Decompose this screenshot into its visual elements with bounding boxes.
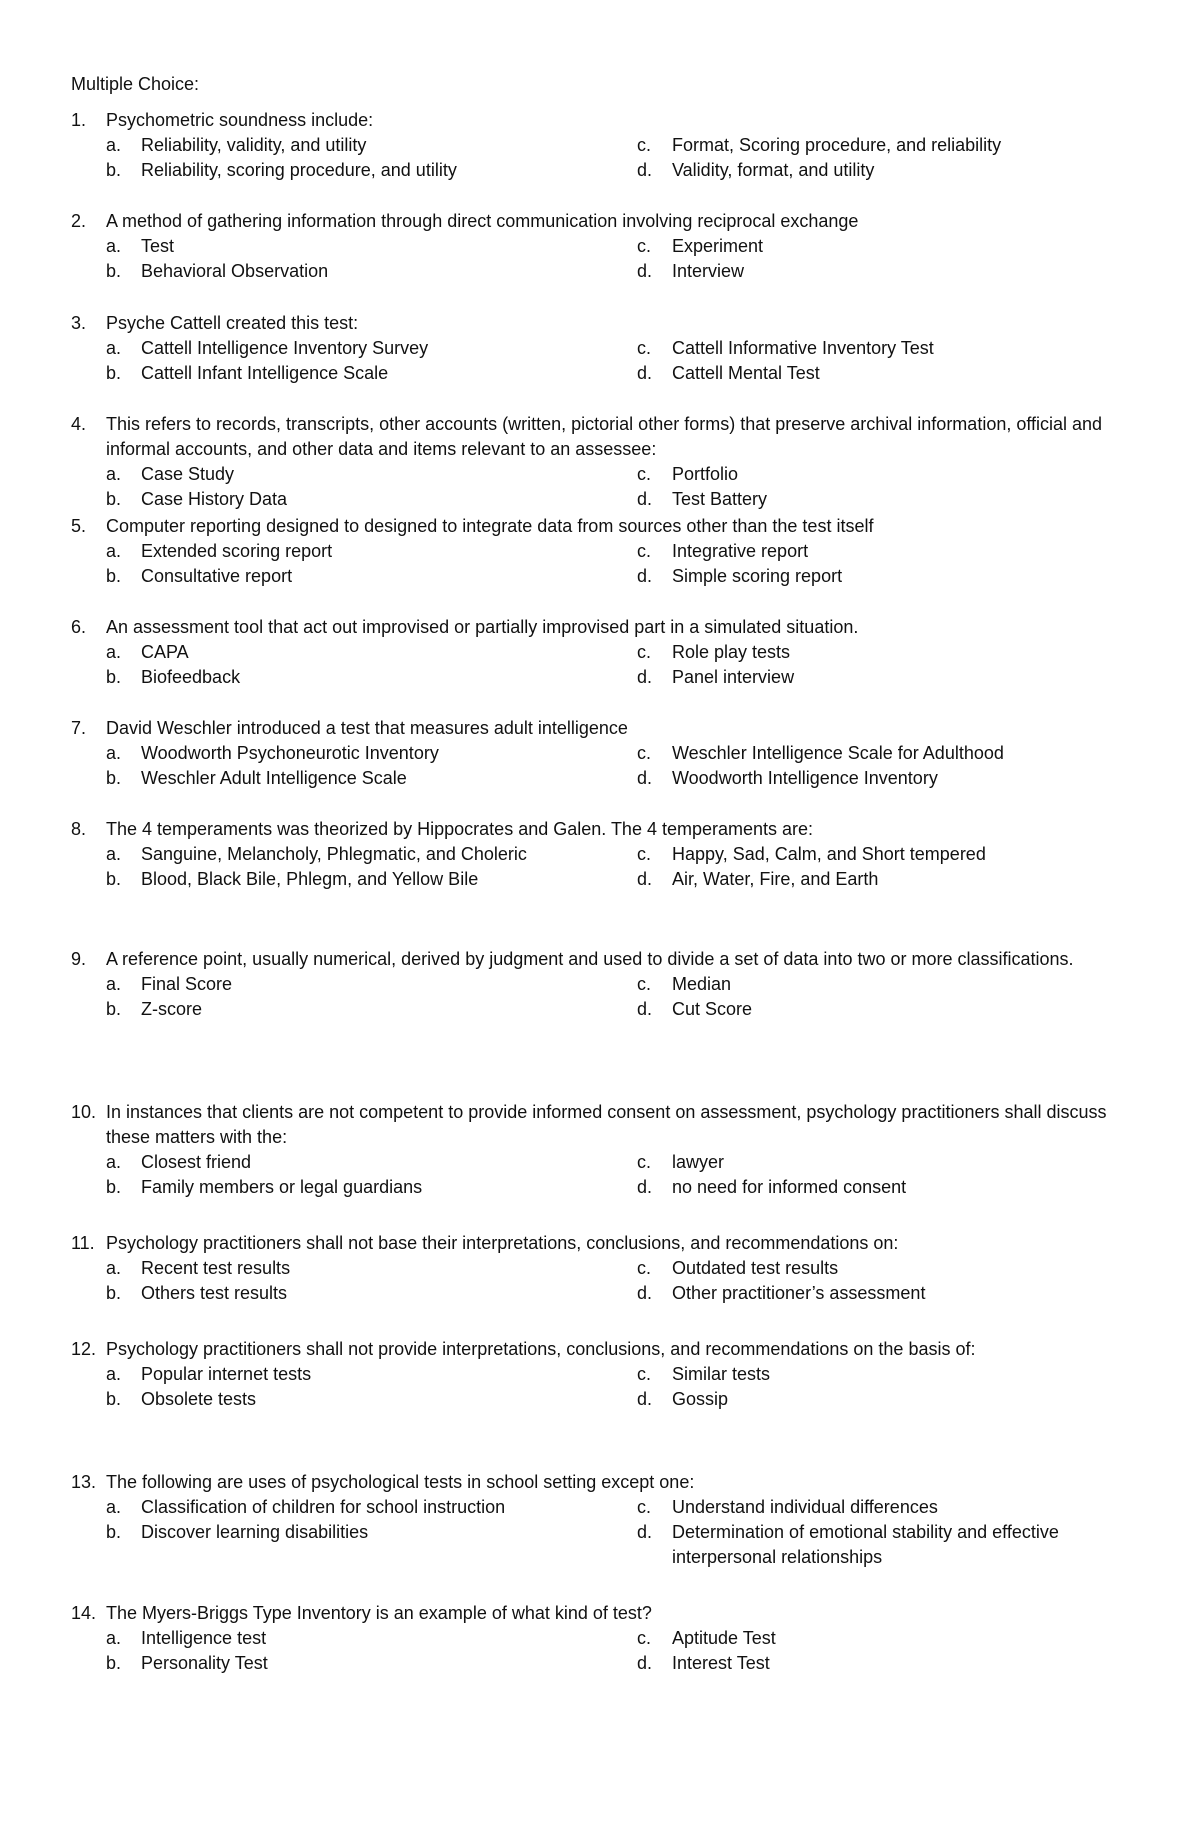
choice-a xyxy=(71,336,637,361)
choice-b xyxy=(71,1387,637,1412)
choice-a xyxy=(71,539,637,564)
choice-text: Intelligence test xyxy=(141,1628,267,1648)
question-text: This refers to records, transcripts, other accounts (written, pictorial other forms) that preserve archival information, official and informal accounts, and other data and items relevant to an assessee: xyxy=(106,414,1103,459)
choice-a xyxy=(71,1362,637,1387)
choice-a xyxy=(71,234,637,259)
choice-b xyxy=(71,766,637,791)
choice-text: Z-score xyxy=(141,999,203,1019)
choice-text: Personality Test xyxy=(141,1653,268,1673)
choice-d xyxy=(637,487,1131,512)
choice-b xyxy=(71,564,637,589)
choice-text: Simple scoring report xyxy=(672,566,843,586)
choice-text: Other practitioner’s assessment xyxy=(672,1283,926,1303)
question-text: An assessment tool that act out improvised or partially improvised part in a simulated situation. xyxy=(106,617,859,637)
question-text: A reference point, usually numerical, derived by judgment and used to divide a set of data into two or more classifications. xyxy=(106,949,1074,969)
choice-text: Format, Scoring procedure, and reliability xyxy=(672,135,1002,155)
question-number: 14. xyxy=(71,1603,97,1623)
question-stem xyxy=(71,615,1131,640)
question-number: 1. xyxy=(71,110,87,130)
choice-letter: a. xyxy=(106,135,122,155)
choice-letter: b. xyxy=(106,489,122,509)
question-item xyxy=(71,947,1131,1022)
question-stem xyxy=(71,1231,1131,1256)
choice-a xyxy=(71,1150,637,1175)
choice-letter: a. xyxy=(106,464,122,484)
question-number: 3. xyxy=(71,313,87,333)
question-stem xyxy=(71,1100,1131,1150)
question-stem xyxy=(71,108,1131,133)
question-stem xyxy=(71,311,1131,336)
choice-c xyxy=(637,234,1131,259)
choice-text: Recent test results xyxy=(141,1258,291,1278)
choice-d xyxy=(637,766,1131,791)
question-stem xyxy=(71,947,1131,972)
question-stem xyxy=(71,1337,1131,1362)
question-stem xyxy=(71,817,1131,842)
choice-text: Reliability, validity, and utility xyxy=(141,135,367,155)
choice-letter: b. xyxy=(106,869,122,889)
choice-text: Weschler Adult Intelligence Scale xyxy=(141,768,407,788)
choice-letter: c. xyxy=(637,541,652,561)
choice-letter: c. xyxy=(637,1152,652,1172)
choice-c xyxy=(637,741,1131,766)
question-item xyxy=(71,1601,1131,1676)
question-stem xyxy=(71,1470,1131,1495)
choice-b xyxy=(71,665,637,690)
choice-letter: c. xyxy=(637,135,652,155)
choice-letter: a. xyxy=(106,743,122,763)
choice-a xyxy=(71,1626,637,1651)
choice-b xyxy=(71,259,637,284)
question-number: 12. xyxy=(71,1339,97,1359)
choice-text: Consultative report xyxy=(141,566,293,586)
question-item xyxy=(71,1231,1131,1306)
choice-text: Cattell Mental Test xyxy=(672,363,820,383)
choice-d xyxy=(637,1520,1131,1570)
choice-c xyxy=(637,972,1131,997)
answer-choices xyxy=(71,1626,1131,1676)
choice-letter: d. xyxy=(637,160,653,180)
choice-text: Panel interview xyxy=(672,667,795,687)
question-stem xyxy=(71,1601,1131,1626)
choice-letter: d. xyxy=(637,1653,653,1673)
choice-letter: b. xyxy=(106,1653,122,1673)
question-text: Psychometric soundness include: xyxy=(106,110,374,130)
choice-b xyxy=(71,487,637,512)
choice-text: Final Score xyxy=(141,974,233,994)
choice-d xyxy=(637,997,1131,1022)
choice-text: Interest Test xyxy=(672,1653,770,1673)
choice-letter: d. xyxy=(637,869,653,889)
choice-letter: b. xyxy=(106,667,122,687)
choice-a xyxy=(71,1495,637,1520)
choice-letter: d. xyxy=(637,261,653,281)
answer-choices xyxy=(71,539,1131,589)
choice-c xyxy=(637,1362,1131,1387)
choice-c xyxy=(637,336,1131,361)
choice-letter: a. xyxy=(106,642,122,662)
choice-text: Obsolete tests xyxy=(141,1389,257,1409)
question-text: Psychology practitioners shall not base their interpretations, conclusions, and recommendations on: xyxy=(106,1233,899,1253)
answer-choices xyxy=(71,1256,1131,1306)
choice-letter: b. xyxy=(106,1283,122,1303)
section-heading: Multiple Choice: xyxy=(71,74,200,94)
choice-letter: d. xyxy=(637,1283,653,1303)
choice-d xyxy=(637,1175,1131,1200)
answer-choices xyxy=(71,234,1131,284)
choice-letter: b. xyxy=(106,1389,122,1409)
question-item xyxy=(71,514,1131,589)
choice-text: Test Battery xyxy=(672,489,768,509)
choice-text: Air, Water, Fire, and Earth xyxy=(672,869,879,889)
choice-text: Woodworth Psychoneurotic Inventory xyxy=(141,743,439,763)
question-stem xyxy=(71,514,1131,539)
choice-a xyxy=(71,972,637,997)
choice-letter: a. xyxy=(106,1497,122,1517)
choice-text: Median xyxy=(672,974,732,994)
choice-text: Outdated test results xyxy=(672,1258,839,1278)
choice-c xyxy=(637,462,1131,487)
choice-d xyxy=(637,665,1131,690)
answer-choices xyxy=(71,842,1131,892)
answer-choices xyxy=(71,741,1131,791)
choice-c xyxy=(637,640,1131,665)
answer-choices xyxy=(71,336,1131,386)
choice-text: Classification of children for school instruction xyxy=(141,1497,506,1517)
choice-text: Aptitude Test xyxy=(672,1628,776,1648)
question-item xyxy=(71,311,1131,386)
choice-letter: b. xyxy=(106,160,122,180)
choice-d xyxy=(637,158,1131,183)
choice-letter: d. xyxy=(637,1389,653,1409)
choice-c xyxy=(637,539,1131,564)
choice-c xyxy=(637,1626,1131,1651)
choice-letter: a. xyxy=(106,236,122,256)
choice-letter: b. xyxy=(106,999,122,1019)
choice-text: Others test results xyxy=(141,1283,288,1303)
choice-letter: c. xyxy=(637,1497,652,1517)
choice-text: lawyer xyxy=(672,1152,725,1172)
choice-letter: b. xyxy=(106,261,122,281)
choice-b xyxy=(71,1281,637,1306)
choice-letter: d. xyxy=(637,566,653,586)
question-number: 6. xyxy=(71,617,87,637)
choice-c xyxy=(637,1150,1131,1175)
question-number: 8. xyxy=(71,819,87,839)
choice-letter: a. xyxy=(106,1152,122,1172)
question-text: A method of gathering information through direct communication involving reciprocal exchange xyxy=(106,211,859,231)
choice-letter: b. xyxy=(106,363,122,383)
choice-text: Determination of emotional stability and effective interpersonal relationships xyxy=(672,1522,1059,1567)
choice-text: Reliability, scoring procedure, and utility xyxy=(141,160,457,180)
choice-letter: a. xyxy=(106,541,122,561)
choice-letter: d. xyxy=(637,1177,653,1197)
choice-d xyxy=(637,1387,1131,1412)
choice-a xyxy=(71,133,637,158)
choice-letter: d. xyxy=(637,768,653,788)
choice-letter: c. xyxy=(637,1364,652,1384)
choice-c xyxy=(637,842,1131,867)
choice-letter: a. xyxy=(106,974,122,994)
choice-d xyxy=(637,564,1131,589)
choice-text: no need for informed consent xyxy=(672,1177,907,1197)
choice-text: Similar tests xyxy=(672,1364,771,1384)
question-number: 9. xyxy=(71,949,87,969)
choice-c xyxy=(637,1256,1131,1281)
choice-letter: c. xyxy=(637,338,652,358)
choice-letter: d. xyxy=(637,489,653,509)
choice-d xyxy=(637,1651,1131,1676)
choice-text: Discover learning disabilities xyxy=(141,1522,369,1542)
question-item xyxy=(71,716,1131,791)
question-number: 13. xyxy=(71,1472,97,1492)
answer-choices xyxy=(71,1150,1131,1200)
answer-choices xyxy=(71,1362,1131,1412)
question-number: 10. xyxy=(71,1102,97,1122)
choice-letter: c. xyxy=(637,236,652,256)
choice-text: Woodworth Intelligence Inventory xyxy=(672,768,938,788)
question-number: 7. xyxy=(71,718,87,738)
question-text: The Myers-Briggs Type Inventory is an example of what kind of test? xyxy=(106,1603,652,1623)
choice-text: Closest friend xyxy=(141,1152,252,1172)
choice-text: Popular internet tests xyxy=(141,1364,312,1384)
choice-letter: a. xyxy=(106,1364,122,1384)
choice-text: Integrative report xyxy=(672,541,809,561)
choice-c xyxy=(637,133,1131,158)
choice-letter: c. xyxy=(637,844,652,864)
choice-letter: c. xyxy=(637,464,652,484)
choice-text: Happy, Sad, Calm, and Short tempered xyxy=(672,844,986,864)
choice-letter: d. xyxy=(637,1522,653,1542)
question-item xyxy=(71,412,1131,512)
choice-d xyxy=(637,259,1131,284)
choice-letter: a. xyxy=(106,1258,122,1278)
answer-choices xyxy=(71,1495,1131,1570)
choice-letter: c. xyxy=(637,743,652,763)
question-item xyxy=(71,1100,1131,1200)
question-text: The 4 temperaments was theorized by Hippocrates and Galen. The 4 temperaments are: xyxy=(106,819,814,839)
choice-letter: c. xyxy=(637,974,652,994)
choice-a xyxy=(71,462,637,487)
question-text: In instances that clients are not competent to provide informed consent on assessment, psychology practitioners shall discuss these matters with the: xyxy=(106,1102,1107,1147)
choice-text: Blood, Black Bile, Phlegm, and Yellow Bile xyxy=(141,869,479,889)
choice-letter: b. xyxy=(106,1522,122,1542)
choice-letter: c. xyxy=(637,642,652,662)
choice-a xyxy=(71,640,637,665)
choice-b xyxy=(71,1175,637,1200)
question-text: David Weschler introduced a test that measures adult intelligence xyxy=(106,718,628,738)
question-text: Psyche Cattell created this test: xyxy=(106,313,359,333)
choice-d xyxy=(637,1281,1131,1306)
choice-text: Behavioral Observation xyxy=(141,261,329,281)
choice-text: Biofeedback xyxy=(141,667,241,687)
choice-text: Portfolio xyxy=(672,464,739,484)
choice-text: Extended scoring report xyxy=(141,541,333,561)
choice-text: Interview xyxy=(672,261,745,281)
choice-b xyxy=(71,867,637,892)
choice-b xyxy=(71,158,637,183)
choice-letter: b. xyxy=(106,768,122,788)
choice-b xyxy=(71,1651,637,1676)
question-item xyxy=(71,1337,1131,1412)
choice-c xyxy=(637,1495,1131,1520)
choice-text: Sanguine, Melancholy, Phlegmatic, and Choleric xyxy=(141,844,527,864)
choice-a xyxy=(71,1256,637,1281)
choice-text: CAPA xyxy=(141,642,189,662)
choice-letter: a. xyxy=(106,338,122,358)
question-number: 5. xyxy=(71,516,87,536)
choice-text: Cut Score xyxy=(672,999,753,1019)
choice-text: Test xyxy=(141,236,175,256)
choice-text: Case Study xyxy=(141,464,235,484)
choice-b xyxy=(71,997,637,1022)
choice-d xyxy=(637,867,1131,892)
choice-d xyxy=(637,361,1131,386)
choice-letter: b. xyxy=(106,566,122,586)
choice-letter: a. xyxy=(106,1628,122,1648)
choice-letter: c. xyxy=(637,1258,652,1278)
question-number: 4. xyxy=(71,414,87,434)
question-item xyxy=(71,817,1131,892)
choice-letter: b. xyxy=(106,1177,122,1197)
question-number: 11. xyxy=(71,1233,95,1253)
choice-letter: d. xyxy=(637,667,653,687)
choice-letter: d. xyxy=(637,999,653,1019)
choice-letter: d. xyxy=(637,363,653,383)
choice-text: Cattell Intelligence Inventory Survey xyxy=(141,338,429,358)
choice-letter: a. xyxy=(106,844,122,864)
question-text: The following are uses of psychological tests in school setting except one: xyxy=(106,1472,695,1492)
question-item xyxy=(71,1470,1131,1570)
choice-text: Validity, format, and utility xyxy=(672,160,875,180)
choice-text: Gossip xyxy=(672,1389,729,1409)
question-stem xyxy=(71,209,1131,234)
question-item xyxy=(71,108,1131,183)
answer-choices xyxy=(71,133,1131,183)
answer-choices xyxy=(71,462,1131,512)
answer-choices xyxy=(71,972,1131,1022)
choice-letter: c. xyxy=(637,1628,652,1648)
choice-text: Experiment xyxy=(672,236,764,256)
question-item xyxy=(71,615,1131,690)
choice-text: Role play tests xyxy=(672,642,791,662)
choice-text: Cattell Infant Intelligence Scale xyxy=(141,363,389,383)
choice-text: Understand individual differences xyxy=(672,1497,938,1517)
question-text: Computer reporting designed to designed to integrate data from sources other than the test itself xyxy=(106,516,874,536)
choice-text: Family members or legal guardians xyxy=(141,1177,423,1197)
question-stem xyxy=(71,412,1131,462)
choice-a xyxy=(71,842,637,867)
choice-b xyxy=(71,1520,637,1570)
choice-a xyxy=(71,741,637,766)
question-item xyxy=(71,209,1131,284)
answer-choices xyxy=(71,640,1131,690)
choice-text: Case History Data xyxy=(141,489,288,509)
question-stem xyxy=(71,716,1131,741)
question-number: 2. xyxy=(71,211,87,231)
question-text: Psychology practitioners shall not provide interpretations, conclusions, and recommendations on the basis of: xyxy=(106,1339,976,1359)
choice-text: Cattell Informative Inventory Test xyxy=(672,338,934,358)
choice-text: Weschler Intelligence Scale for Adulthood xyxy=(672,743,1004,763)
choice-b xyxy=(71,361,637,386)
